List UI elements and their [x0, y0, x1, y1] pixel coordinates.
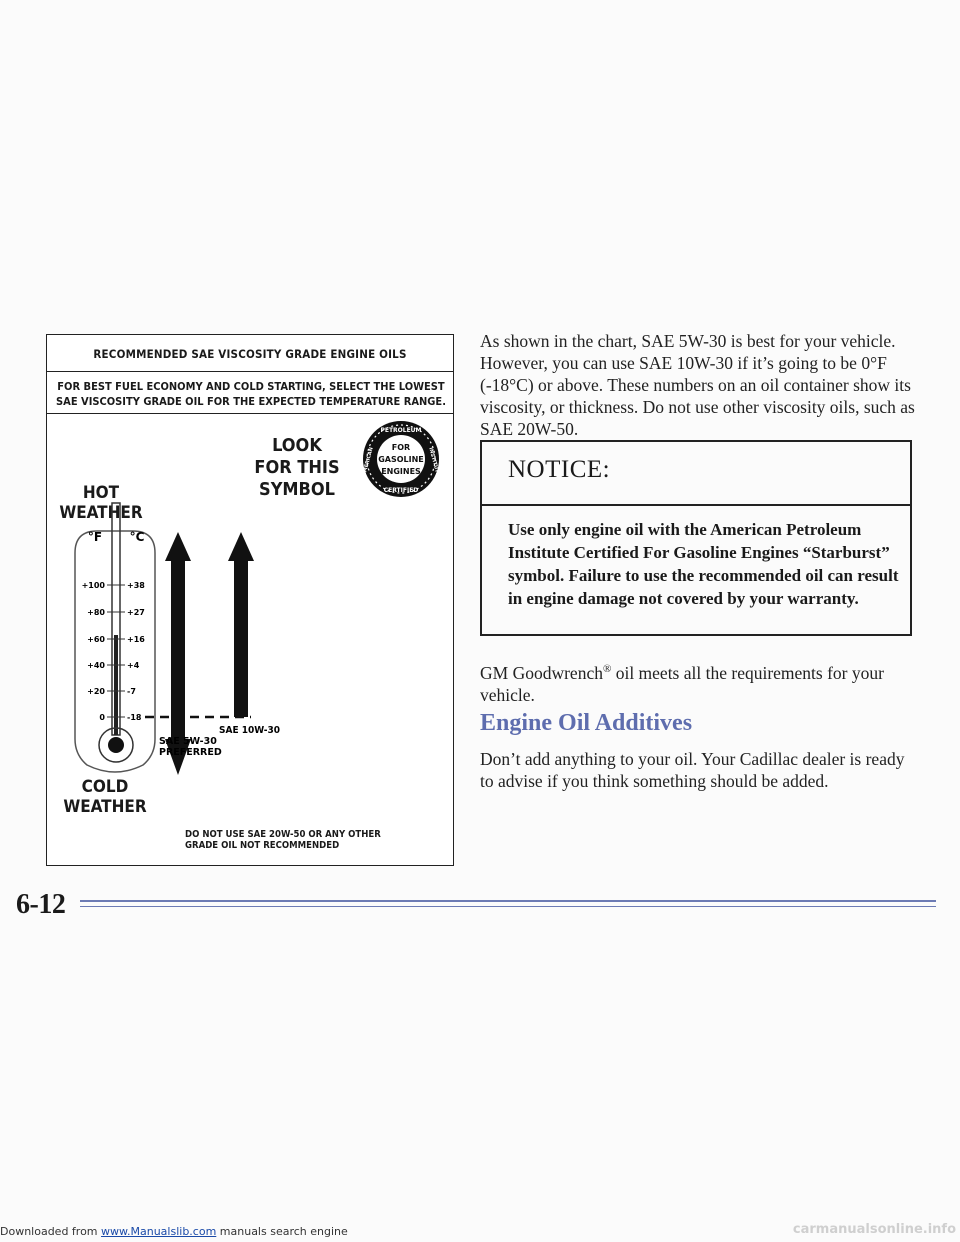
fahrenheit-unit: °F	[87, 530, 103, 544]
c-tick-label: +4	[127, 661, 140, 670]
starburst-for: FOR	[391, 443, 411, 452]
notice-box	[480, 440, 912, 636]
notice-title: NOTICE:	[482, 442, 910, 506]
hot-weather-label: HOT WEATHER	[59, 483, 143, 523]
sae-5w30-bar	[171, 559, 185, 743]
c-tick-label: -18	[127, 713, 142, 722]
sae-10w30-arrow-top	[228, 532, 254, 561]
chart-subtitle: FOR BEST FUEL ECONOMY AND COLD STARTING, SELECT THE LOWEST SAE VISCOSITY GRADE OIL FOR THE EXPECTED TEMPERATURE RANGE.	[56, 380, 446, 408]
additives-paragraph: Don’t add anything to your oil. Your Cadillac dealer is ready to advise if you think something should be added.	[480, 749, 905, 791]
c-tick-label: -7	[127, 687, 136, 696]
celsius-ticks	[127, 581, 145, 722]
f-tick-label: +80	[87, 608, 105, 617]
sae-5w30-arrow-top	[165, 532, 191, 561]
download-note: Downloaded from www.Manualslib.com manuals search engine	[0, 1225, 348, 1238]
sae-10w30-bar	[234, 559, 248, 717]
sae-5w30-label: SAE 5W-30	[159, 736, 217, 747]
notice-body: Use only engine oil with the American Petroleum Institute Certified For Gasoline Engines “Starburst” symbol. Failure to use the recommended oil can result in engine damage not covered by your warranty.	[508, 520, 899, 608]
do-not-use-note: DO NOT USE SAE 20W-50 OR ANY OTHER GRADE OIL NOT RECOMMENDED	[185, 829, 381, 851]
starburst-text-top: PETROLEUM	[380, 427, 422, 434]
watermark: carmanualsonline.info	[792, 1222, 956, 1237]
f-tick-label: +40	[87, 661, 105, 670]
starburst-text-bottom: CERTIFIED	[383, 487, 419, 494]
thermometer-mercury	[114, 635, 118, 735]
look-for-symbol-label: LOOK FOR THIS SYMBOL	[254, 435, 340, 500]
cold-weather-label: COLD WEATHER	[63, 777, 147, 817]
f-tick-label: +100	[81, 581, 105, 590]
footer-rule	[80, 900, 936, 902]
chart-graphic	[47, 335, 455, 867]
starburst-gasoline: GASOLINE	[378, 455, 424, 464]
celsius-unit: °C	[129, 530, 145, 544]
footer-rule-thin	[80, 906, 936, 907]
starburst-text-left: AMERICAN	[361, 446, 375, 477]
api-starburst-symbol	[361, 421, 441, 497]
c-tick-label: +27	[127, 608, 145, 617]
page-number: 6-12	[16, 889, 66, 920]
goodwrench-paragraph: GM Goodwrench® oil meets all the requirements for your vehicle.	[480, 662, 884, 705]
c-tick-label: +38	[127, 581, 145, 590]
sae-5w30-preferred-label: PREFERRED	[159, 747, 222, 758]
fahrenheit-ticks	[82, 581, 106, 722]
f-tick-label: 0	[99, 713, 105, 722]
thermometer-bulb	[108, 737, 124, 753]
f-tick-label: +20	[87, 687, 105, 696]
c-tick-label: +16	[127, 635, 145, 644]
starburst-engines: ENGINES	[381, 467, 421, 476]
sae-10w30-label: SAE 10W-30	[219, 725, 280, 736]
starburst-text-right: INSTITUTE	[427, 446, 441, 477]
manualslib-link[interactable]: www.Manualslib.com	[101, 1225, 217, 1238]
intro-paragraph: As shown in the chart, SAE 5W-30 is best for your vehicle. However, you can use SAE 10W-30 if it’s going to be 0°F (-18°C) or above. These numbers on an oil container show its viscosity, or thickness. Do not use other viscosity oils, such as SAE 20W-50.	[480, 331, 915, 439]
section-heading: Engine Oil Additives	[480, 710, 693, 736]
chart-title: RECOMMENDED SAE VISCOSITY GRADE ENGINE OILS	[93, 347, 407, 361]
oil-viscosity-chart	[46, 334, 454, 866]
f-tick-label: +60	[87, 635, 105, 644]
